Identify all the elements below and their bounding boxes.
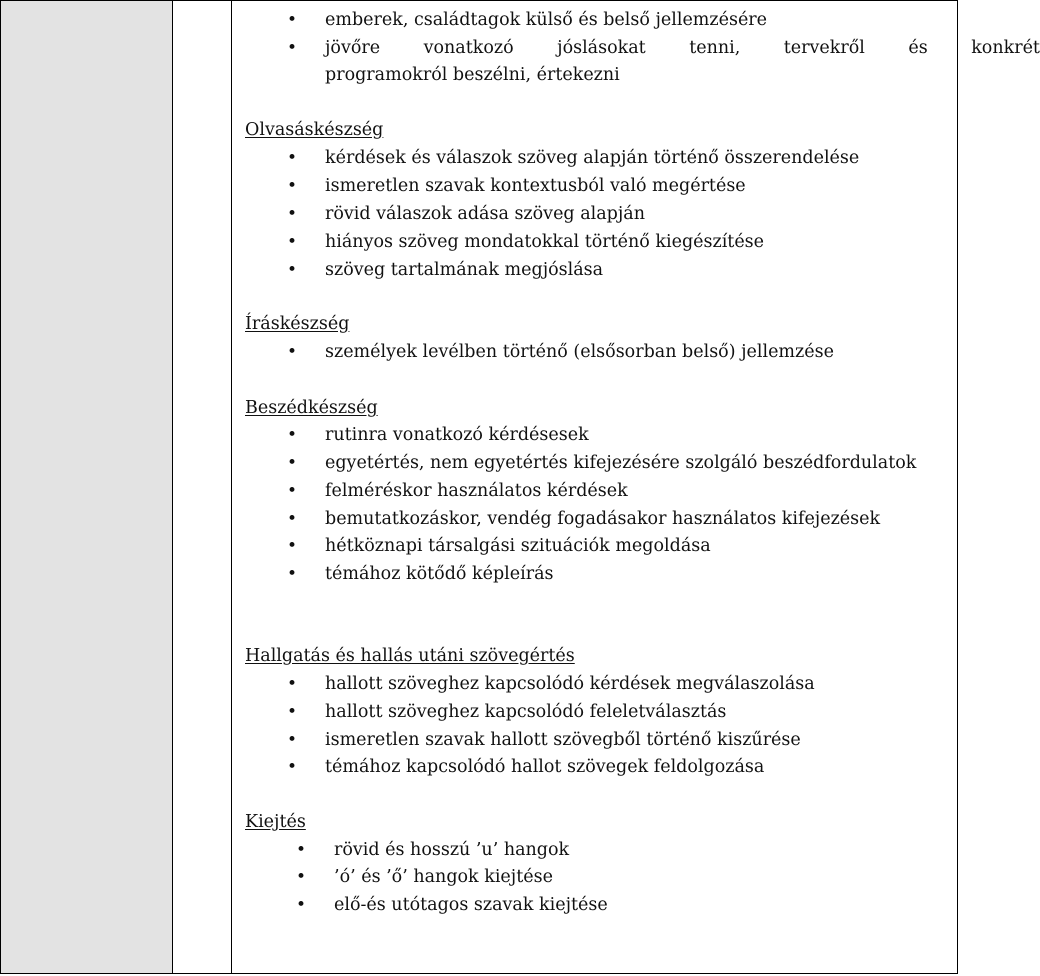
list-item: személyek levélben történő (elsősorban belső) jellemzése <box>325 342 834 362</box>
bullet-icon: • <box>287 453 298 473</box>
bullet-icon: • <box>296 895 307 915</box>
bullet-icon: • <box>287 425 298 445</box>
list-item: szöveg tartalmának megjóslása <box>325 260 604 280</box>
list-item-continuation: programokról beszélni, értekezni <box>325 65 620 85</box>
list-item: bemutatkozáskor, vendég fogadásakor használatos kifejezések <box>325 509 881 529</box>
bullet-icon: • <box>287 260 298 280</box>
list-item: rövid és hosszú ’u’ hangok <box>334 840 570 860</box>
content-cell <box>232 1 1040 973</box>
list-item: elő-és utótagos szavak kiejtése <box>334 895 608 915</box>
list-item: hallott szöveghez kapcsolódó feleletválasztás <box>325 702 727 722</box>
list-item: hallott szöveghez kapcsolódó kérdések megválaszolása <box>325 674 815 694</box>
bullet-icon: • <box>287 757 298 777</box>
list-item: rutinra vonatkozó kérdésesek <box>325 425 589 445</box>
section-heading-speaking: Beszédkészség <box>245 398 378 418</box>
bullet-icon: • <box>287 564 298 584</box>
list-item-word: vonatkozó <box>423 38 514 58</box>
list-item: hétköznapi társalgási szituációk megoldása <box>325 536 711 556</box>
list-item: témához kapcsolódó hallot szövegek feldolgozása <box>325 757 765 777</box>
list-item-word: konkrét <box>971 38 1040 58</box>
bullet-icon: • <box>287 481 298 501</box>
list-item-word: tervekről <box>783 38 865 58</box>
list-item: egyetértés, nem egyetértés kifejezésére szolgáló beszédfordulatok <box>325 453 917 473</box>
bullet-icon: • <box>287 148 298 168</box>
bullet-icon: • <box>287 38 298 58</box>
list-item: ismeretlen szavak kontextusból való megértése <box>325 176 746 196</box>
list-item-word: jövőre <box>325 38 381 58</box>
list-item: felméréskor használatos kérdések <box>325 481 628 501</box>
bullet-icon: • <box>287 176 298 196</box>
list-item-word: jóslásokat <box>557 38 646 58</box>
bullet-icon: • <box>287 204 298 224</box>
bullet-icon: • <box>287 730 298 750</box>
bullet-icon: • <box>296 867 307 887</box>
bullet-icon: • <box>287 536 298 556</box>
list-item: kérdések és válaszok szöveg alapján történő összerendelése <box>325 148 860 168</box>
section-heading-reading: Olvasáskészség <box>245 120 384 140</box>
bullet-icon: • <box>287 674 298 694</box>
list-item: ismeretlen szavak hallott szövegből történő kiszűrése <box>325 730 801 750</box>
bullet-icon: • <box>287 702 298 722</box>
list-item: ’ó’ és ’ő’ hangok kiejtése <box>334 867 553 887</box>
section-heading-writing: Íráskészség <box>245 314 350 334</box>
bullet-icon: • <box>287 232 298 252</box>
bullet-icon: • <box>287 342 298 362</box>
gray-column-cell <box>1 1 173 973</box>
empty-column-cell <box>173 1 232 973</box>
section-heading-listening: Hallgatás és hallás utáni szövegértés <box>245 646 575 666</box>
bullet-icon: • <box>296 840 307 860</box>
bullet-icon: • <box>287 509 298 529</box>
list-item-word: tenni, <box>689 38 741 58</box>
list-item: témához kötődő képleírás <box>325 564 554 584</box>
list-item: emberek, családtagok külső és belső jellemzésére <box>325 10 768 30</box>
list-item: rövid válaszok adása szöveg alapján <box>325 204 645 224</box>
bullet-icon: • <box>287 10 298 30</box>
list-item <box>325 37 1040 59</box>
list-item: hiányos szöveg mondatokkal történő kiegészítése <box>325 232 765 252</box>
section-heading-pronunciation: Kiejtés <box>245 812 306 832</box>
list-item-word: és <box>908 38 928 58</box>
